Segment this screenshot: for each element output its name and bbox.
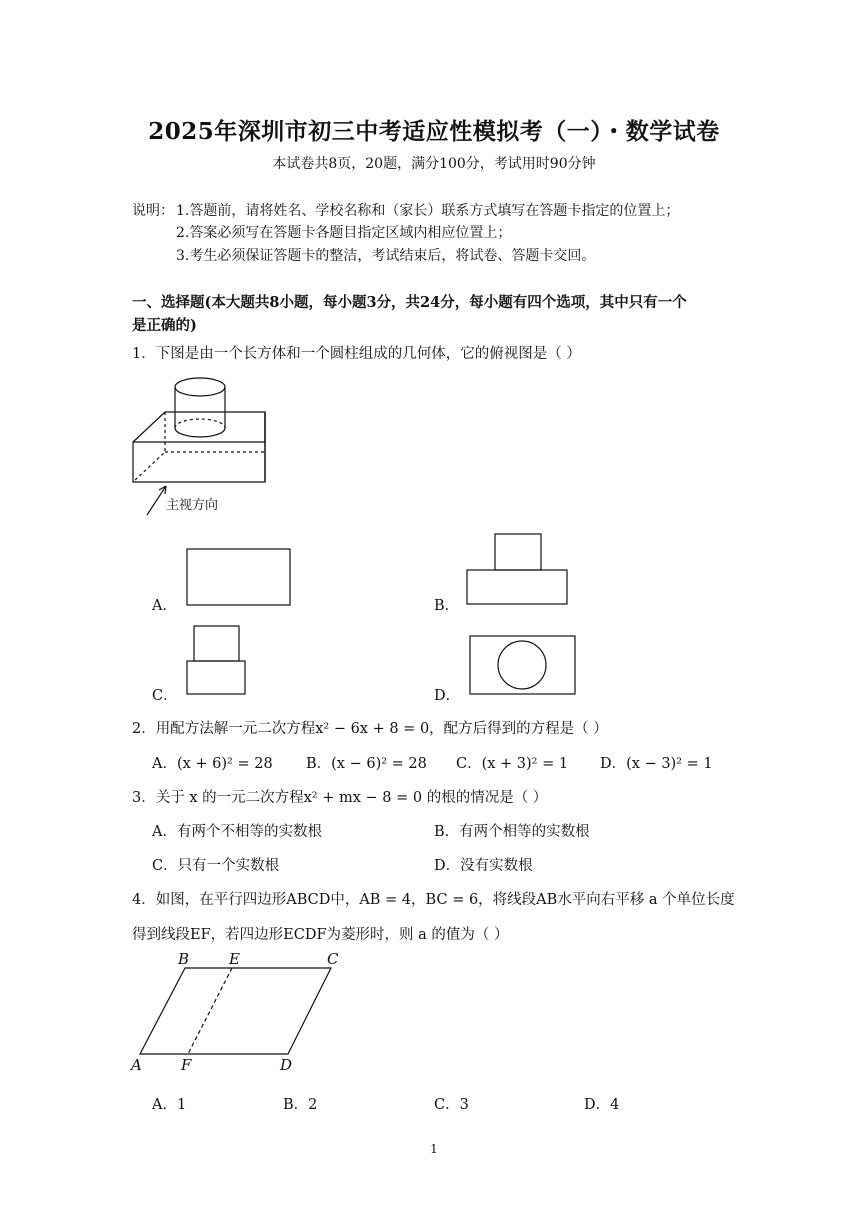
option-a[interactable]: A． xyxy=(152,598,177,614)
question-4-stem-cont: 得到线段EF，若四边形ECDF为菱形时，则 a 的值为（ ） xyxy=(132,927,509,943)
instruction-item: 1.答题前，请将姓名、学校名称和（家长）联系方式填写在答题卡指定的位置上； xyxy=(176,203,680,219)
q2-option-b[interactable]: B．(x − 6)² = 28 xyxy=(306,756,427,772)
q4-option-a[interactable]: A．1 xyxy=(152,1097,187,1113)
q3-option-d[interactable]: D．没有实数根 xyxy=(434,858,533,874)
option-c-figure xyxy=(186,625,250,697)
point-label-b: B xyxy=(178,950,190,968)
page-number: 1 xyxy=(430,1142,438,1156)
instructions-label: 说明： xyxy=(132,203,174,219)
q4-option-b[interactable]: B．2 xyxy=(283,1097,318,1113)
question-2-stem: 2．用配方法解一元二次方程x² − 6x + 8 = 0，配方后得到的方程是（ ） xyxy=(132,721,608,737)
page-title: 2025年深圳市初三中考适应性模拟考（一）・数学试卷 xyxy=(148,118,720,145)
q3-option-b[interactable]: B．有两个相等的实数根 xyxy=(434,824,590,840)
option-b[interactable]: B． xyxy=(434,598,460,614)
instruction-item: 3.考生必须保证答题卡的整洁，考试结束后，将试卷、答题卡交回。 xyxy=(176,248,596,264)
option-d[interactable]: D． xyxy=(434,688,461,704)
question-4-stem: 4．如图，在平行四边形ABCD中，AB = 4，BC = 6，将线段AB水平向右平移 a 个单位长度 xyxy=(132,892,735,908)
question-3-stem: 3．关于 x 的一元二次方程x² + mx − 8 = 0 的根的情况是（ ） xyxy=(132,790,548,806)
q3-option-c[interactable]: C．只有一个实数根 xyxy=(152,858,280,874)
section-heading-cont: 是正确的) xyxy=(132,317,197,334)
instruction-item: 2.答案必须写在答题卡各题目指定区域内相应位置上； xyxy=(176,225,512,241)
option-b-figure xyxy=(466,533,570,608)
q2-option-c[interactable]: C．(x + 3)² = 1 xyxy=(456,756,569,772)
option-a-figure xyxy=(186,548,292,608)
point-label-c: C xyxy=(327,950,339,968)
point-label-e: E xyxy=(229,950,240,968)
q2-option-d[interactable]: D．(x − 3)² = 1 xyxy=(600,756,713,772)
page-subtitle: 本试卷共8页，20题，满分100分，考试用时90分钟 xyxy=(272,156,596,172)
q3-option-a[interactable]: A．有两个不相等的实数根 xyxy=(152,824,322,840)
view-direction-label: 主视方向 xyxy=(166,498,219,513)
point-label-a: A xyxy=(131,1056,142,1074)
q4-option-d[interactable]: D．4 xyxy=(584,1097,620,1113)
question-1-stem: 1．下图是由一个长方体和一个圆柱组成的几何体，它的俯视图是（ ） xyxy=(132,346,581,362)
option-d-figure xyxy=(469,635,579,697)
q4-option-c[interactable]: C．3 xyxy=(434,1097,469,1113)
section-heading: 一、选择题(本大题共8小题，每小题3分，共24分，每小题有四个选项，其中只有一个 xyxy=(132,294,687,311)
point-label-d: D xyxy=(280,1056,293,1074)
q2-option-a[interactable]: A．(x + 6)² = 28 xyxy=(152,756,273,772)
option-c[interactable]: C． xyxy=(152,688,178,704)
point-label-f: F xyxy=(181,1056,192,1074)
